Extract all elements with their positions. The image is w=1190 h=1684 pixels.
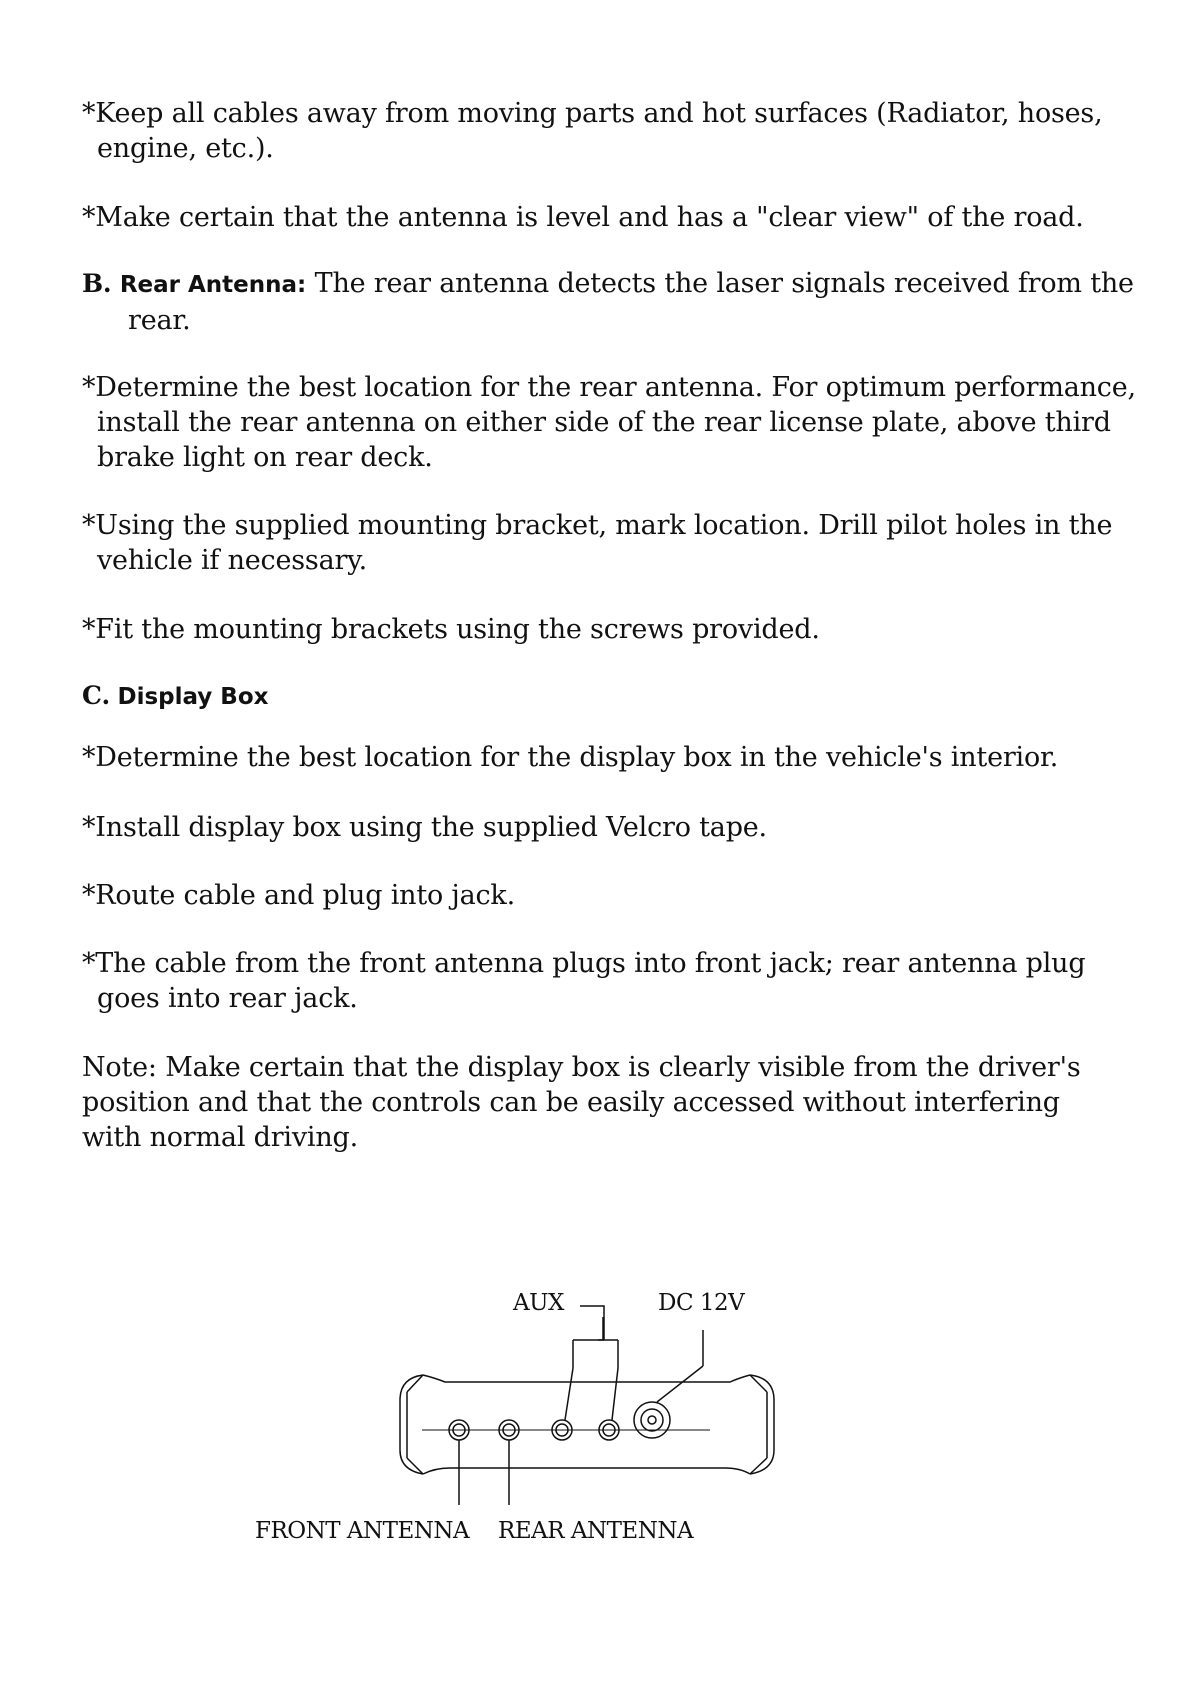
section-b-text: The rear antenna detects the laser signals received from the rear. <box>128 268 1134 336</box>
aux-leader-line <box>580 1306 604 1340</box>
section-b-title: Rear Antenna: <box>119 272 307 298</box>
dc-12v-jack <box>634 1402 670 1438</box>
display-box-diagram <box>255 1290 775 1545</box>
box-right-edge <box>750 1375 774 1474</box>
label-rear-antenna: REAR ANTENNA <box>498 1518 694 1544</box>
bullet-rear-location: *Determine the best location for the rear antenna. For optimum performance, install the rear antenna on either side of the rear license plate, above third brake light on rear deck. <box>82 372 1136 473</box>
bullet-fit-brackets: *Fit the mounting brackets using the screws provided. <box>82 614 820 645</box>
section-c-heading <box>82 680 268 713</box>
section-c-title: Display Box <box>117 684 269 710</box>
bullet-route-cable: *Route cable and plug into jack. <box>82 880 515 911</box>
bullet-display-location: *Determine the best location for the display box in the vehicle's interior. <box>82 742 1059 773</box>
box-left-edge <box>400 1375 423 1474</box>
box-bottom-edge <box>423 1468 750 1474</box>
box-top-edge <box>423 1375 750 1382</box>
section-b-rear-antenna <box>82 266 1168 338</box>
label-front-antenna: FRONT ANTENNA <box>255 1518 470 1544</box>
bullet-cables: *Keep all cables away from moving parts and hot surfaces (Radiator, hoses, engine, etc.). <box>82 98 1103 164</box>
bullet-mounting-bracket: *Using the supplied mounting bracket, mark location. Drill pilot holes in the vehicle if necessary. <box>82 510 1113 576</box>
bullet-velcro: *Install display box using the supplied Velcro tape. <box>82 812 767 843</box>
bullet-jacks: *The cable from the front antenna plugs into front jack; rear antenna plug goes into rear jack. <box>82 948 1086 1014</box>
label-dc-12v: DC 12V <box>658 1290 745 1316</box>
bullet-antenna-level: *Make certain that the antenna is level and has a "clear view" of the road. <box>82 202 1084 233</box>
note-paragraph: Note: Make certain that the display box is clearly visible from the driver's position and that the controls can be easily accessed without interfering with normal driving. <box>82 1052 1081 1153</box>
label-aux: AUX <box>513 1290 564 1316</box>
section-b-letter: B. <box>82 269 112 298</box>
display-box-drawing <box>255 1290 775 1510</box>
section-c-letter: C. <box>82 681 111 710</box>
